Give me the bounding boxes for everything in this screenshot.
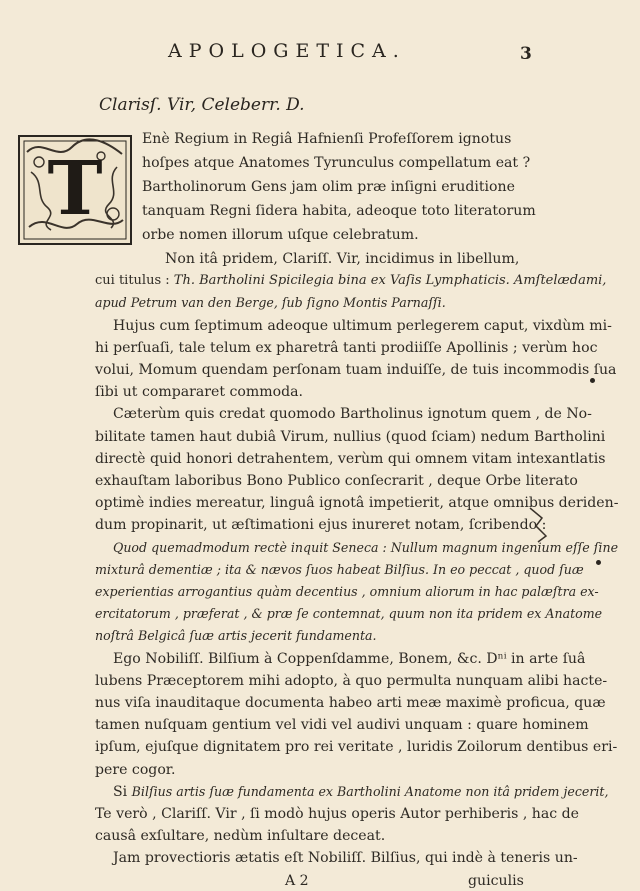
- signature-mark: A 2: [285, 872, 309, 889]
- title-citation-line: [95, 271, 606, 291]
- running-head: APOLOGETICA.: [168, 40, 406, 62]
- opening-line: Bartholinorum Gens jam olim præ inſigni eruditione: [142, 179, 515, 195]
- quotation-line: mixturâ dementiæ ; ita & nævos ſuos habeat Bilſius. In eo peccat , quod ſuæ: [95, 561, 584, 577]
- quotation-line: ercitatorum , præferat , & præ ſe contemnat, quum non ita pridem ex Anatome: [95, 606, 603, 622]
- opening-line: Enè Regium in Regiâ Hafnienſi Profeſſorem ignotus: [142, 131, 512, 147]
- text-line: Ego Nobiliſſ. Bilſium à Coppenſdamme, Bonem, &c. Dⁿⁱ in arte ſuâ: [113, 650, 586, 667]
- text-line: Te verò , Clariſſ. Vir , ſi modò hujus operis Autor perhiberis , hac de: [95, 806, 579, 822]
- text-line: directè quid honori detrahentem, verùm qui omnem vitam intexantlatis: [95, 450, 606, 467]
- text-line: [113, 782, 608, 802]
- text-line: causâ exſultare, nedùm inſultare deceat.: [95, 828, 386, 845]
- text-line: hi perſuaſi, tale telum ex pharetrâ tanti prodiiſſe Apollinis ; verùm hoc: [95, 339, 598, 356]
- text-line: Jam provectioris ætatis eſt Nobiliſſ. Bilſius, qui indè à teneris un-: [113, 850, 578, 867]
- text-line: ſibi ut compararet commoda.: [95, 384, 303, 401]
- page-number: 3: [520, 44, 532, 64]
- citation-lead: cui titulus :: [95, 273, 170, 289]
- text-line: Cæterùm quis credat quomodo Bartholinus ignotum quem , de No-: [113, 406, 592, 423]
- text-line: exhauſtam laboribus Bono Publico conſecrarit , deque Orbe literato: [95, 473, 578, 489]
- publisher-line: apud Petrum van den Berge, ſub ſigno Montis Parnaſſi.: [95, 295, 446, 311]
- si-lead: Si: [113, 783, 132, 800]
- text-line: lubens Præceptorem mihi adopto, à quo permulta nunquam alibi hacte-: [95, 672, 608, 689]
- opening-line: hoſpes atque Anatomes Tyrunculus compellatum eat ?: [142, 155, 531, 171]
- margin-mark: [590, 378, 595, 383]
- text-line: ipſum, ejuſque dignitatem pro rei veritate , luridis Zoilorum dentibus eri-: [95, 739, 618, 756]
- text-line: tamen nuſquam gentium vel vidi vel audivi unquam : quare hominem: [95, 717, 589, 734]
- quotation-line: noſtrâ Belgicâ ſuæ artis jecerit fundamenta.: [95, 628, 377, 644]
- text-line: Non itâ pridem, Clariſſ. Vir, incidimus in libellum,: [165, 251, 520, 267]
- opening-line: tanquam Regni ſidera habita, adeoque toto literatorum: [142, 203, 536, 219]
- salutation: Clarisſ. Vir, Celeberr. D.: [99, 95, 305, 115]
- svg-text:T: T: [47, 146, 103, 232]
- text-line: nus viſa inauditaque documenta habeo arti meæ maximè proficua, quæ: [95, 695, 606, 711]
- quotation-line: experientias arrogantius quàm decentius , omnium aliorum in hac palæſtra ex-: [95, 584, 599, 599]
- decorated-initial-t: [17, 132, 135, 248]
- catchword: guiculis: [468, 872, 524, 889]
- text-line: pere cogor.: [95, 761, 176, 778]
- si-italic: Bilſius artis ſuæ fundamenta ex Bartholini Anatome non itâ pridem jecerit,: [131, 783, 609, 799]
- quotation-line: Quod quemadmodum rectè inquit Seneca : Nullum magnum ingenium eſſe ſine: [113, 539, 619, 555]
- text-line: dum propinarit, ut æſtimationi ejus inureret notam, ſcribendo :: [95, 517, 547, 534]
- text-line: Hujus cum ſeptimum adeoque ultimum perlegerem caput, vixdùm mi-: [113, 317, 612, 334]
- text-line: optimè indies mereatur, linguâ ignotâ impetierit, atque omnibus deriden-: [95, 495, 619, 512]
- margin-mark: [596, 560, 601, 565]
- book-title: Th. Bartholini Spicilegia bina ex Vaſis Lymphaticis. Amſtelædami,: [173, 273, 607, 289]
- text-line: volui, Momum quendam perſonam tuam induiſſe, de tuis incommodis ſua: [95, 362, 617, 378]
- opening-line: orbe nomen illorum uſque celebratum.: [142, 227, 419, 243]
- text-line: bilitate tamen haut dubiâ Virum, nullius (quod ſciam) nedum Bartholini: [95, 428, 606, 445]
- paper-fragment: [528, 506, 548, 544]
